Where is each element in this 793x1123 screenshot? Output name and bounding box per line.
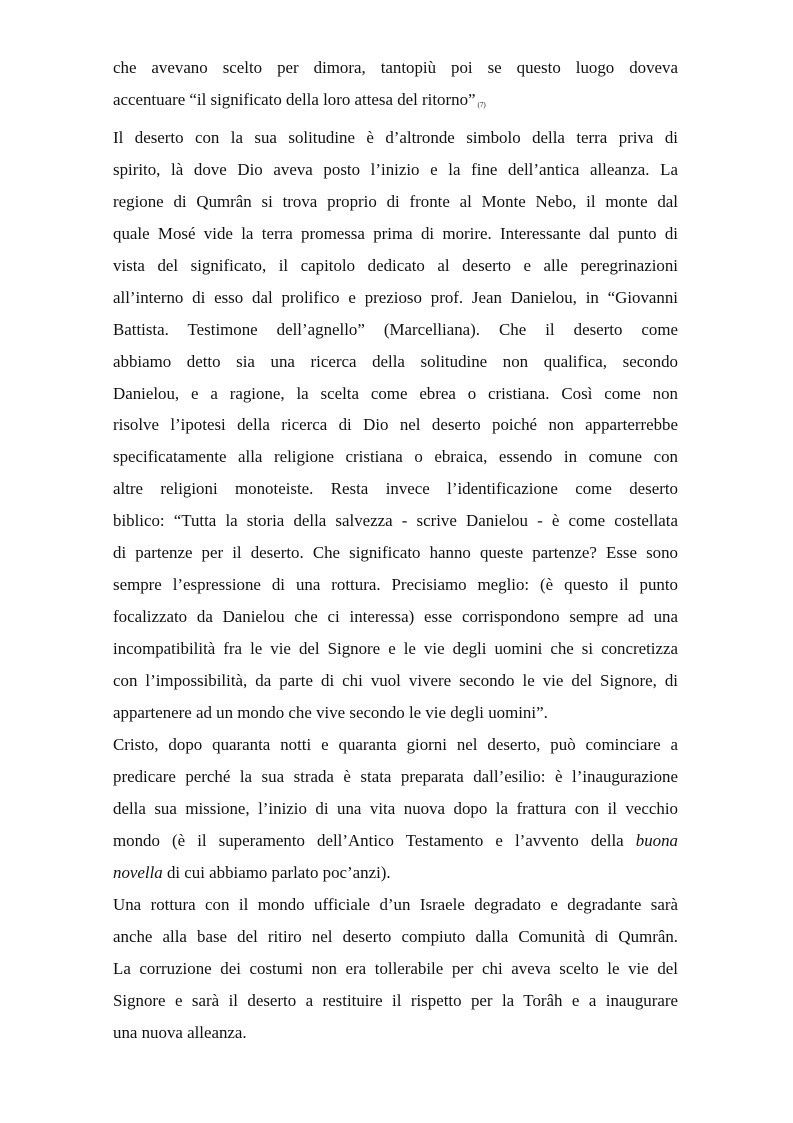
text-line: risolve l’ipotesi della ricerca di Dio nel deserto poiché non apparterrebbe [113, 415, 678, 435]
footnote-reference: (7) [477, 100, 486, 109]
text-line: della sua missione, l’inizio di una vita nuova dopo la frattura con il vecchio [113, 798, 678, 818]
text-line: specificatamente alla religione cristiana o ebraica, essendo in comune con [113, 447, 678, 467]
document-page [113, 52, 678, 1049]
text-line: La corruzione dei costumi non era tollerabile per chi aveva scelto le vie del [113, 958, 678, 978]
paragraph [113, 52, 678, 122]
paragraph [113, 122, 678, 729]
text-line: Cristo, dopo quaranta notti e quaranta giorni nel deserto, può cominciare a [113, 735, 678, 755]
text-line: spirito, là dove Dio aveva posto l’inizio e la fine dell’antica alleanza. La [113, 159, 678, 179]
text-line: Il deserto con la sua solitudine è d’altronde simbolo della terra priva di [113, 127, 678, 147]
text-line: sempre l’espressione di una rottura. Precisiamo meglio: (è questo il punto [113, 575, 678, 595]
text-segment: mondo (è il superamento dell’Antico Testamento e l’avvento della [113, 830, 624, 850]
text-line: regione di Qumrân si trova proprio di fronte al Monte Nebo, il monte dal [113, 191, 678, 211]
text-line: anche alla base del ritiro nel deserto compiuto dalla Comunità di Qumrân. [113, 926, 678, 946]
text-line [113, 84, 678, 122]
text-line [113, 857, 678, 889]
text-line: Una rottura con il mondo ufficiale d’un Israele degradato e degradante sarà [113, 894, 678, 914]
text-line: altre religioni monoteiste. Resta invece l’identificazione come deserto [113, 479, 678, 499]
text-line: Danielou, e a ragione, la scelta come ebrea o cristiana. Così come non [113, 383, 678, 403]
text-line: predicare perché la sua strada è stata preparata dall’esilio: è l’inaugurazione [113, 766, 678, 786]
italic-text: buona [635, 830, 678, 850]
text-line: che avevano scelto per dimora, tantopiù poi se questo luogo doveva [113, 58, 678, 77]
text-line: con l’impossibilità, da parte di chi vuol vivere secondo le vie del Signore, di [113, 671, 678, 691]
text-line: all’interno di esso dal prolifico e prezioso prof. Jean Danielou, in “Giovanni [113, 287, 678, 307]
paragraph [113, 729, 678, 889]
italic-text: novella [113, 862, 163, 882]
paragraph [113, 889, 678, 1049]
text-line: una nuova alleanza. [113, 1022, 247, 1042]
text-line: di partenze per il deserto. Che significato hanno queste partenze? Esse sono [113, 543, 678, 563]
text-segment: accentuare “il significato della loro attesa del ritorno” [113, 89, 476, 109]
text-line: focalizzato da Danielou che ci interessa) esse corrispondono sempre ad una [113, 607, 678, 627]
text-segment: di cui abbiamo parlato poc’anzi). [162, 862, 391, 882]
text-line: appartenere ad un mondo che vive secondo le vie degli uomini”. [113, 703, 548, 723]
text-line: Battista. Testimone dell’agnello” (Marcelliana). Che il deserto come [113, 319, 678, 339]
text-line: Signore e sarà il deserto a restituire il rispetto per la Torâh e a inaugurare [113, 990, 678, 1010]
text-line: biblico: “Tutta la storia della salvezza - scrive Danielou - è come costellata [113, 511, 678, 531]
text-line: incompatibilità fra le vie del Signore e le vie degli uomini che si concretizza [113, 639, 678, 659]
text-line [113, 825, 678, 857]
text-line: abbiamo detto sia una ricerca della solitudine non qualifica, secondo [113, 351, 678, 371]
text-line: vista del significato, il capitolo dedicato al deserto e alle peregrinazioni [113, 255, 678, 275]
text-line: quale Mosé vide la terra promessa prima di morire. Interessante dal punto di [113, 223, 678, 243]
